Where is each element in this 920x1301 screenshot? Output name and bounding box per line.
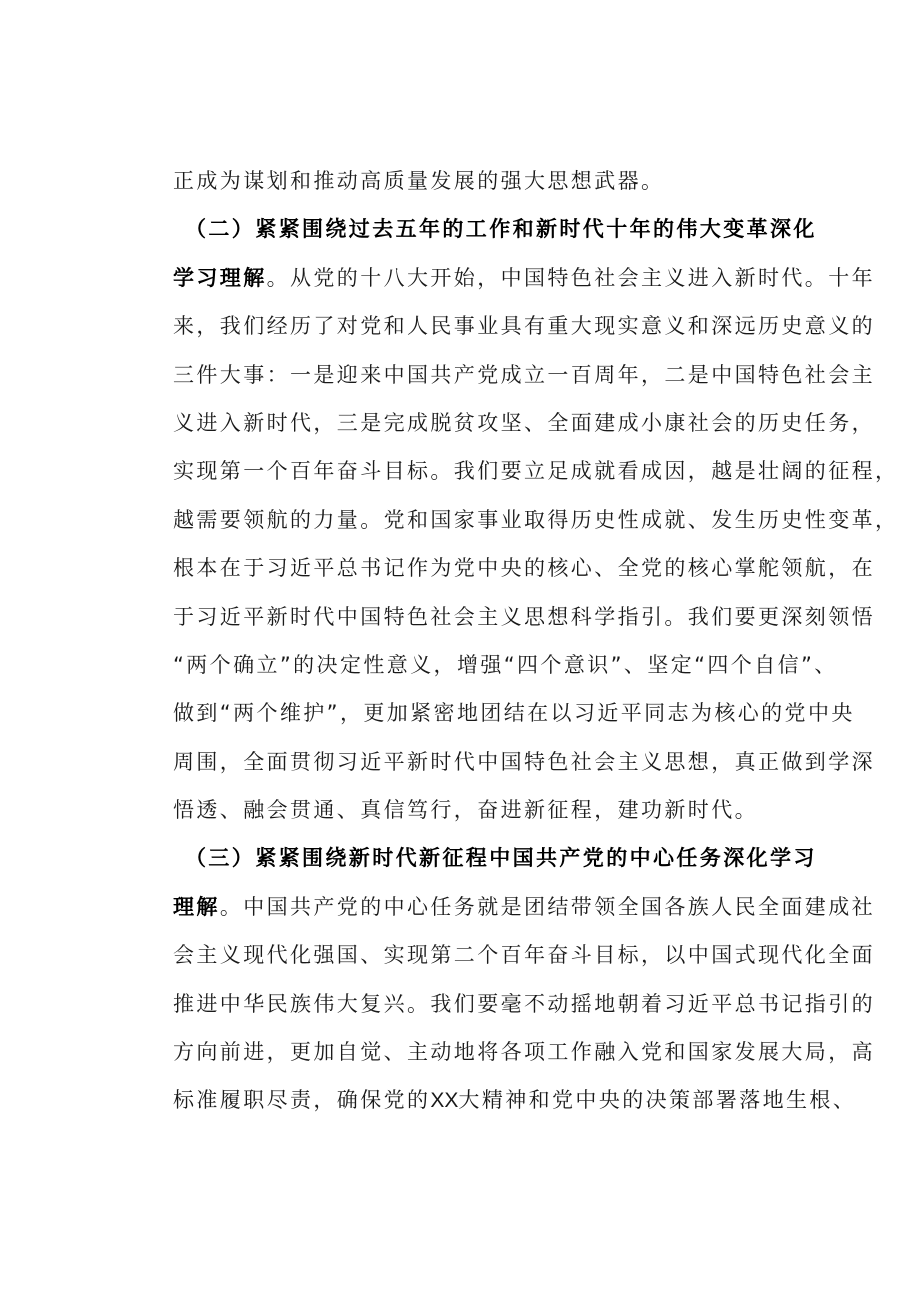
paragraph-text: 。中国共产党的中心任务就是团结带领全国各族人民全面建成社 — [219, 894, 876, 919]
paragraph-text: 越需要领航的力量。党和国家事业取得历史性成就、发生历史性变革， — [173, 507, 899, 532]
paragraph-text: 实现第一个百年奋斗目标。我们要立足成就看成因，越是壮阔的征程， — [173, 459, 899, 484]
section-heading-2: （二）紧紧围绕过去五年的工作和新时代十年的伟大变革深化 — [185, 217, 817, 242]
paragraph-2-line-8 — [173, 544, 875, 592]
paragraph-text: 大精神和党中央的决策部署落地生根、 — [458, 1088, 857, 1113]
paragraph-text: 推进中华民族伟大复兴。我们要毫不动摇地朝着习近平总书记指引的 — [173, 991, 875, 1016]
paragraph-2-line-13 — [173, 786, 823, 834]
document-body — [173, 157, 899, 1125]
paragraph-text: 做到“两个维护”，更加紧密地团结在以习近平同志为核心的党中央 — [173, 701, 855, 726]
paragraph-2-line-11 — [173, 689, 855, 737]
paragraph-3-line-6 — [173, 1076, 857, 1124]
paragraph-text: 。从党的十八大开始，中国特色社会主义进入新时代。十年 — [266, 265, 876, 290]
section-heading-3-end: 理解 — [173, 894, 220, 919]
paragraph-text: 悟透、融会贯通、真信笃行，奋进新征程，建功新时代。 — [173, 798, 758, 823]
paragraph-3-line-3 — [173, 931, 875, 979]
placeholder-xx: XX — [430, 1089, 459, 1113]
paragraph-text: 周围，全面贯彻习近平新时代中国特色社会主义思想，真正做到学深 — [173, 749, 875, 774]
paragraph-2-heading-line — [173, 205, 823, 253]
paragraph-text: 方向前进，更加自觉、主动地将各项工作融入党和国家发展大局，高 — [173, 1040, 875, 1065]
paragraph-2-line-6 — [173, 447, 899, 495]
paragraph-2-line-4 — [173, 351, 875, 399]
paragraph-2-line-2 — [173, 254, 876, 302]
paragraph-1-line-1 — [173, 157, 823, 205]
paragraph-text: 正成为谋划和推动高质量发展的强大思想武器。 — [173, 169, 665, 193]
paragraph-text: 义进入新时代，三是完成脱贫攻坚、全面建成小康社会的历史任务， — [173, 410, 875, 435]
paragraph-3-heading-line — [173, 834, 823, 882]
paragraph-2-line-10 — [173, 641, 838, 689]
paragraph-3-line-4 — [173, 980, 875, 1028]
paragraph-3-line-5 — [173, 1028, 875, 1076]
paragraph-3-line-2 — [173, 883, 876, 931]
paragraph-text: 标准履职尽责，确保党的 — [173, 1088, 431, 1113]
paragraph-text: 三件大事：一是迎来中国共产党成立一百周年，二是中国特色社会主 — [173, 362, 875, 387]
paragraph-text: 来，我们经历了对党和人民事业具有重大现实意义和深远历史意义的 — [173, 314, 875, 339]
paragraph-text: 根本在于习近平总书记作为党中央的核心、全党的核心掌舵领航，在 — [173, 556, 875, 581]
section-heading-3: （三）紧紧围绕新时代新征程中国共产党的中心任务深化学习 — [185, 846, 817, 871]
paragraph-2-line-9 — [173, 593, 875, 641]
paragraph-text: 于习近平新时代中国特色社会主义思想科学指引。我们要更深刻领悟 — [173, 604, 875, 629]
paragraph-text: “两个确立”的决定性意义，增强“四个意识”、坚定“四个自信”、 — [173, 652, 838, 677]
paragraph-2-line-12 — [173, 738, 875, 786]
paragraph-2-line-5 — [173, 399, 875, 447]
paragraph-2-line-3 — [173, 302, 875, 350]
paragraph-2-line-7 — [173, 496, 899, 544]
paragraph-text: 会主义现代化强国、实现第二个百年奋斗目标，以中国式现代化全面 — [173, 943, 875, 968]
section-heading-2-end: 学习理解 — [173, 265, 267, 290]
